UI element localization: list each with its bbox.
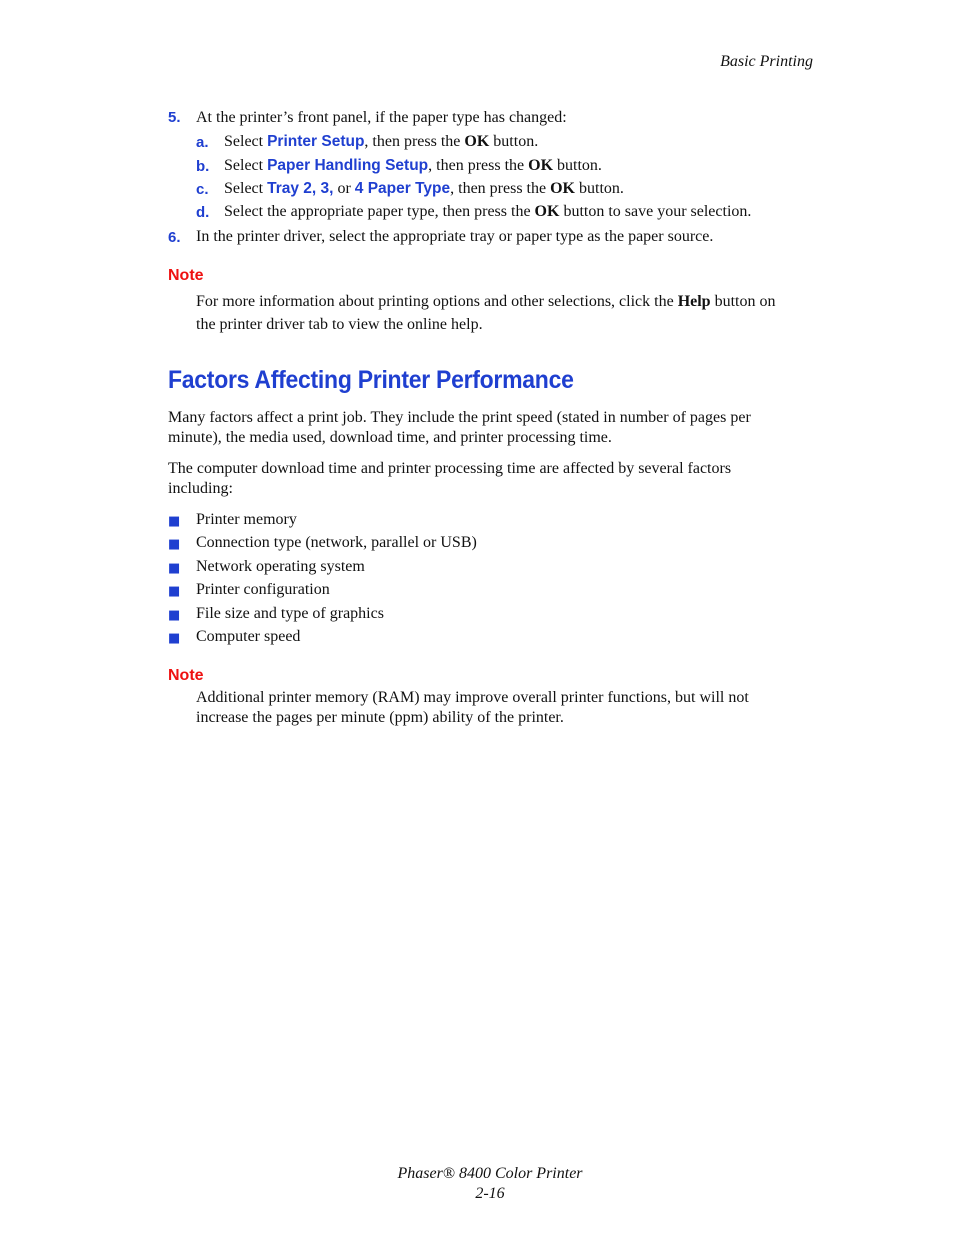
ok-key: OK — [534, 203, 560, 220]
substep-letter-c: c. — [196, 181, 209, 198]
bullet-icon: ■ — [168, 561, 181, 576]
section-heading-wrap — [168, 366, 609, 395]
note-text-line1: For more information about printing options and other selections, click the Help button on — [196, 293, 776, 310]
list-item: Computer speed — [196, 628, 301, 645]
step-text-5: At the printer’s front panel, if the paper type has changed: — [196, 109, 567, 126]
ui-term-printer-setup: Printer Setup — [267, 133, 365, 150]
footer-page-number: 2-16 — [475, 1185, 505, 1202]
step-text-6: In the printer driver, select the appropriate tray or paper type as the paper source. — [196, 228, 714, 245]
step-number-5: 5. — [168, 109, 181, 126]
step-number-6: 6. — [168, 229, 181, 246]
list-item: Printer memory — [196, 511, 297, 528]
note-2-text-line1: Additional printer memory (RAM) may improve overall printer functions, but will not — [196, 689, 749, 706]
note-2-text-line2: increase the pages per minute (ppm) ability of the printer. — [196, 709, 564, 726]
note-label: Note — [168, 267, 204, 284]
ui-term-paper-type: 4 Paper Type — [354, 180, 451, 197]
paragraph-2-line2: including: — [168, 480, 233, 497]
list-item: Network operating system — [196, 558, 365, 575]
list-item: Printer configuration — [196, 581, 330, 598]
bullet-icon: ■ — [168, 608, 181, 623]
paragraph-1-line2: minute), the media used, download time, and printer processing time. — [168, 429, 612, 446]
running-header: Basic Printing — [720, 53, 813, 70]
substep-text-b: Select Paper Handling Setup, then press the OK button. — [224, 157, 602, 174]
note-label: Note — [168, 667, 204, 684]
ui-term-tray: Tray 2, 3, — [267, 180, 334, 197]
ui-term-paper-handling-setup: Paper Handling Setup — [267, 157, 429, 174]
substep-letter-a: a. — [196, 134, 209, 151]
note-text-line2: the printer driver tab to view the online help. — [196, 316, 483, 333]
bullet-icon: ■ — [168, 631, 181, 646]
section-heading: Factors Affecting Printer Performance — [168, 366, 574, 394]
list-item: Connection type (network, parallel or USB) — [196, 534, 477, 551]
ok-key: OK — [464, 133, 490, 150]
substep-letter-d: d. — [196, 204, 210, 221]
ok-key: OK — [550, 180, 575, 197]
list-item: File size and type of graphics — [196, 605, 384, 622]
substep-text-c: Select Tray 2, 3, or 4 Paper Type, then press the OK button. — [224, 180, 624, 197]
paragraph-2-line1: The computer download time and printer processing time are affected by several factors — [168, 460, 732, 477]
footer-product-name: Phaser® 8400 Color Printer — [397, 1165, 583, 1182]
ok-key: OK — [528, 157, 554, 174]
substep-text-d: Select the appropriate paper type, then press the OK button to save your selection. — [224, 203, 752, 220]
bullet-icon: ■ — [168, 514, 181, 529]
help-button-term: Help — [677, 293, 711, 310]
bullet-icon: ■ — [168, 584, 181, 599]
bullet-icon: ■ — [168, 537, 181, 552]
substep-letter-b: b. — [196, 158, 210, 175]
paragraph-1-line1: Many factors affect a print job. They include the print speed (stated in number of pages per — [168, 409, 751, 426]
substep-text-a: Select Printer Setup, then press the OK button. — [224, 133, 539, 150]
